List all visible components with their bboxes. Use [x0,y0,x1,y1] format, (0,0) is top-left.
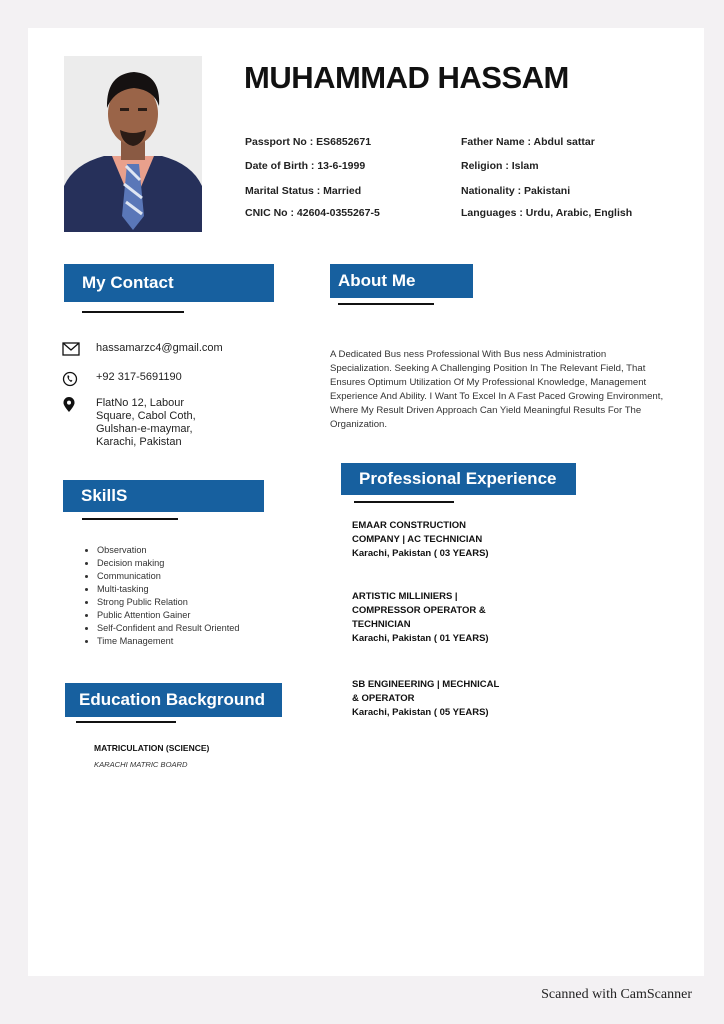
education-degree: MATRICULATION (SCIENCE) [94,743,210,753]
job-title: EMAAR CONSTRUCTION [352,520,466,531]
job-title: COMPRESSOR OPERATOR & [352,605,486,616]
education-underline [76,721,176,723]
date-of-birth: Date of Birth : 13-6-1999 [245,160,366,172]
contact-phone[interactable]: +92 317-5691190 [96,371,182,383]
address-line: Gulshan-e-maymar, [96,423,193,435]
skill-item: • Public Attention Gainer [97,609,240,622]
education-board: KARACHI MATRIC BOARD [94,760,188,769]
scanner-watermark: Scanned with CamScanner [541,987,692,1002]
contact-phone-row[interactable] [62,371,182,387]
skill-item: • Observation [97,544,240,557]
job-entry [352,519,542,561]
nationality: Nationality : Pakistani [461,185,571,197]
contact-underline [82,311,184,313]
job-title: & OPERATOR [352,693,415,704]
contact-email-row[interactable] [62,342,223,358]
skill-item: • Multi-tasking [97,583,240,596]
religion: Religion : Islam [461,160,539,172]
experience-heading: Professional Experience [341,463,576,495]
location-pin-icon [62,397,82,413]
job-location: Karachi, Pakistan ( 01 YEARS) [352,633,489,644]
job-title: SB ENGINEERING | MECHNICAL [352,679,500,690]
address-line: Karachi, Pakistan [96,436,182,448]
skill-item: • Strong Public Relation [97,596,240,609]
job-location: Karachi, Pakistan ( 03 YEARS) [352,548,489,559]
address-line: Square, Cabol Coth, [96,410,196,422]
job-entry [352,590,542,646]
experience-underline [354,501,454,503]
skill-item: • Communication [97,570,240,583]
job-title: TECHNICIAN [352,619,411,630]
contact-email[interactable]: hassamarzc4@gmail.com [96,342,223,354]
profile-photo [64,56,202,232]
skills-list [84,544,240,648]
contact-address [96,397,196,449]
about-heading: About Me [330,264,473,298]
job-title: COMPANY | AC TECHNICIAN [352,534,483,545]
skills-heading: SkillS [63,480,264,512]
cnic-number: CNIC No : 42604-0355267-5 [245,207,380,219]
job-location: Karachi, Pakistan ( 05 YEARS) [352,707,489,718]
about-underline [338,303,434,305]
father-name: Father Name : Abdul sattar [461,136,595,148]
job-title: ARTISTIC MILLINIERS | [352,591,458,602]
phone-icon [62,371,82,387]
skill-item: • Time Management [97,635,240,648]
skill-item: • Decision making [97,557,240,570]
education-heading: Education Background [65,683,282,717]
skill-item: • Self-Confident and Result Oriented [97,622,240,635]
contact-heading: My Contact [64,264,274,302]
passport-number: Passport No : ES6852671 [245,136,372,148]
job-entry [352,678,542,720]
mail-icon [62,342,82,358]
skills-underline [82,518,178,520]
languages: Languages : Urdu, Arabic, English [461,207,633,219]
about-text: A Dedicated Bus ness Professional With Bus ness Administration Specialization. Seeking A Challenging Position In The Relevant Field, That Ensures Optimum Utilization Of My Professional Knowledge, Management Experience And Ability. I Want To Excel In A Fast Paced Growing Environment, Where My Result Driven Approach Can Yield Meaningful Results For The Organization. [330,349,664,430]
marital-status: Marital Status : Married [245,185,362,197]
address-line: FlatNo 12, Labour [96,397,185,409]
contact-address-row [62,397,196,449]
candidate-name: MUHAMMAD HASSAM [244,60,569,95]
